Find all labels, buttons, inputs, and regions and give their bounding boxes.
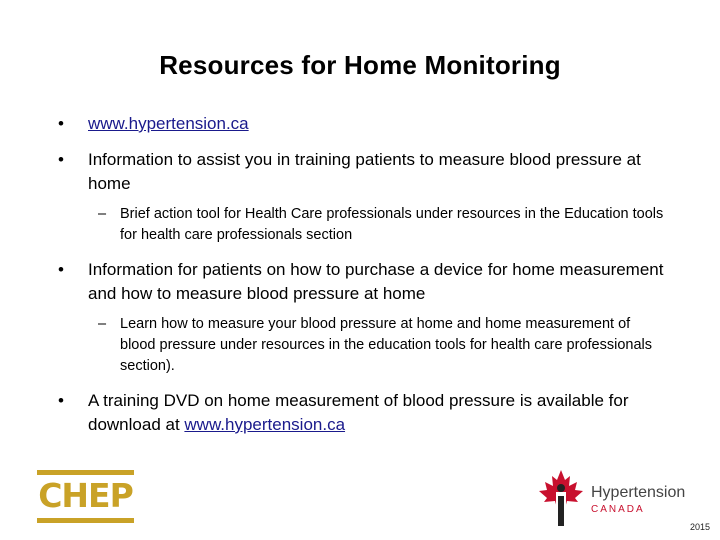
bullet-list — [58, 112, 668, 437]
bullet-dvd — [58, 389, 668, 437]
sub-bullet-learn-text: Learn how to measure your blood pressure at home and home measurement of blood pressure under resources in the education tools for health care professionals section). — [120, 316, 652, 374]
bullet-dot: • — [58, 391, 64, 410]
bullet-website — [58, 112, 668, 136]
sub-bullet-learn — [58, 314, 668, 377]
bullet-training-text: Information to assist you in training patients to measure blood pressure at home — [88, 150, 641, 193]
sub-bullet-brief-action — [58, 204, 668, 246]
sub-bullet-brief-action-text: Brief action tool for Health Care professionals under resources in the Education tools for health care professionals section — [120, 206, 664, 243]
bullet-dot: • — [58, 260, 64, 279]
dvd-download-link[interactable]: www.hypertension.ca — [184, 415, 346, 434]
bullet-patients — [58, 258, 668, 306]
sub-bullet-dash: – — [98, 316, 107, 332]
bullet-dot: • — [58, 150, 64, 169]
bullet-dot: • — [58, 114, 64, 133]
bullet-dvd-text: A training DVD on home measurement of blood pressure is available for download at — [88, 391, 629, 434]
sub-bullet-dash: – — [98, 206, 107, 222]
chep-logo — [37, 470, 134, 523]
chep-logo-text: CHEP — [38, 476, 133, 515]
bullet-training — [58, 148, 668, 196]
hypertension-logo-country: CANADA — [591, 504, 645, 515]
bullet-patients-text: Information for patients on how to purchase a device for home measurement and how to measure blood pressure at home — [88, 260, 664, 303]
maple-leaf-icon — [535, 466, 587, 528]
hypertension-canada-logo — [535, 466, 705, 528]
slide-title: Resources for Home Monitoring — [159, 50, 561, 80]
chep-top-bar — [37, 470, 134, 475]
hypertension-logo-name: Hypertension — [591, 484, 686, 501]
footer-year: 2015 — [689, 522, 710, 532]
chep-bottom-bar — [37, 518, 134, 523]
hypertension-link[interactable]: www.hypertension.ca — [88, 114, 249, 133]
